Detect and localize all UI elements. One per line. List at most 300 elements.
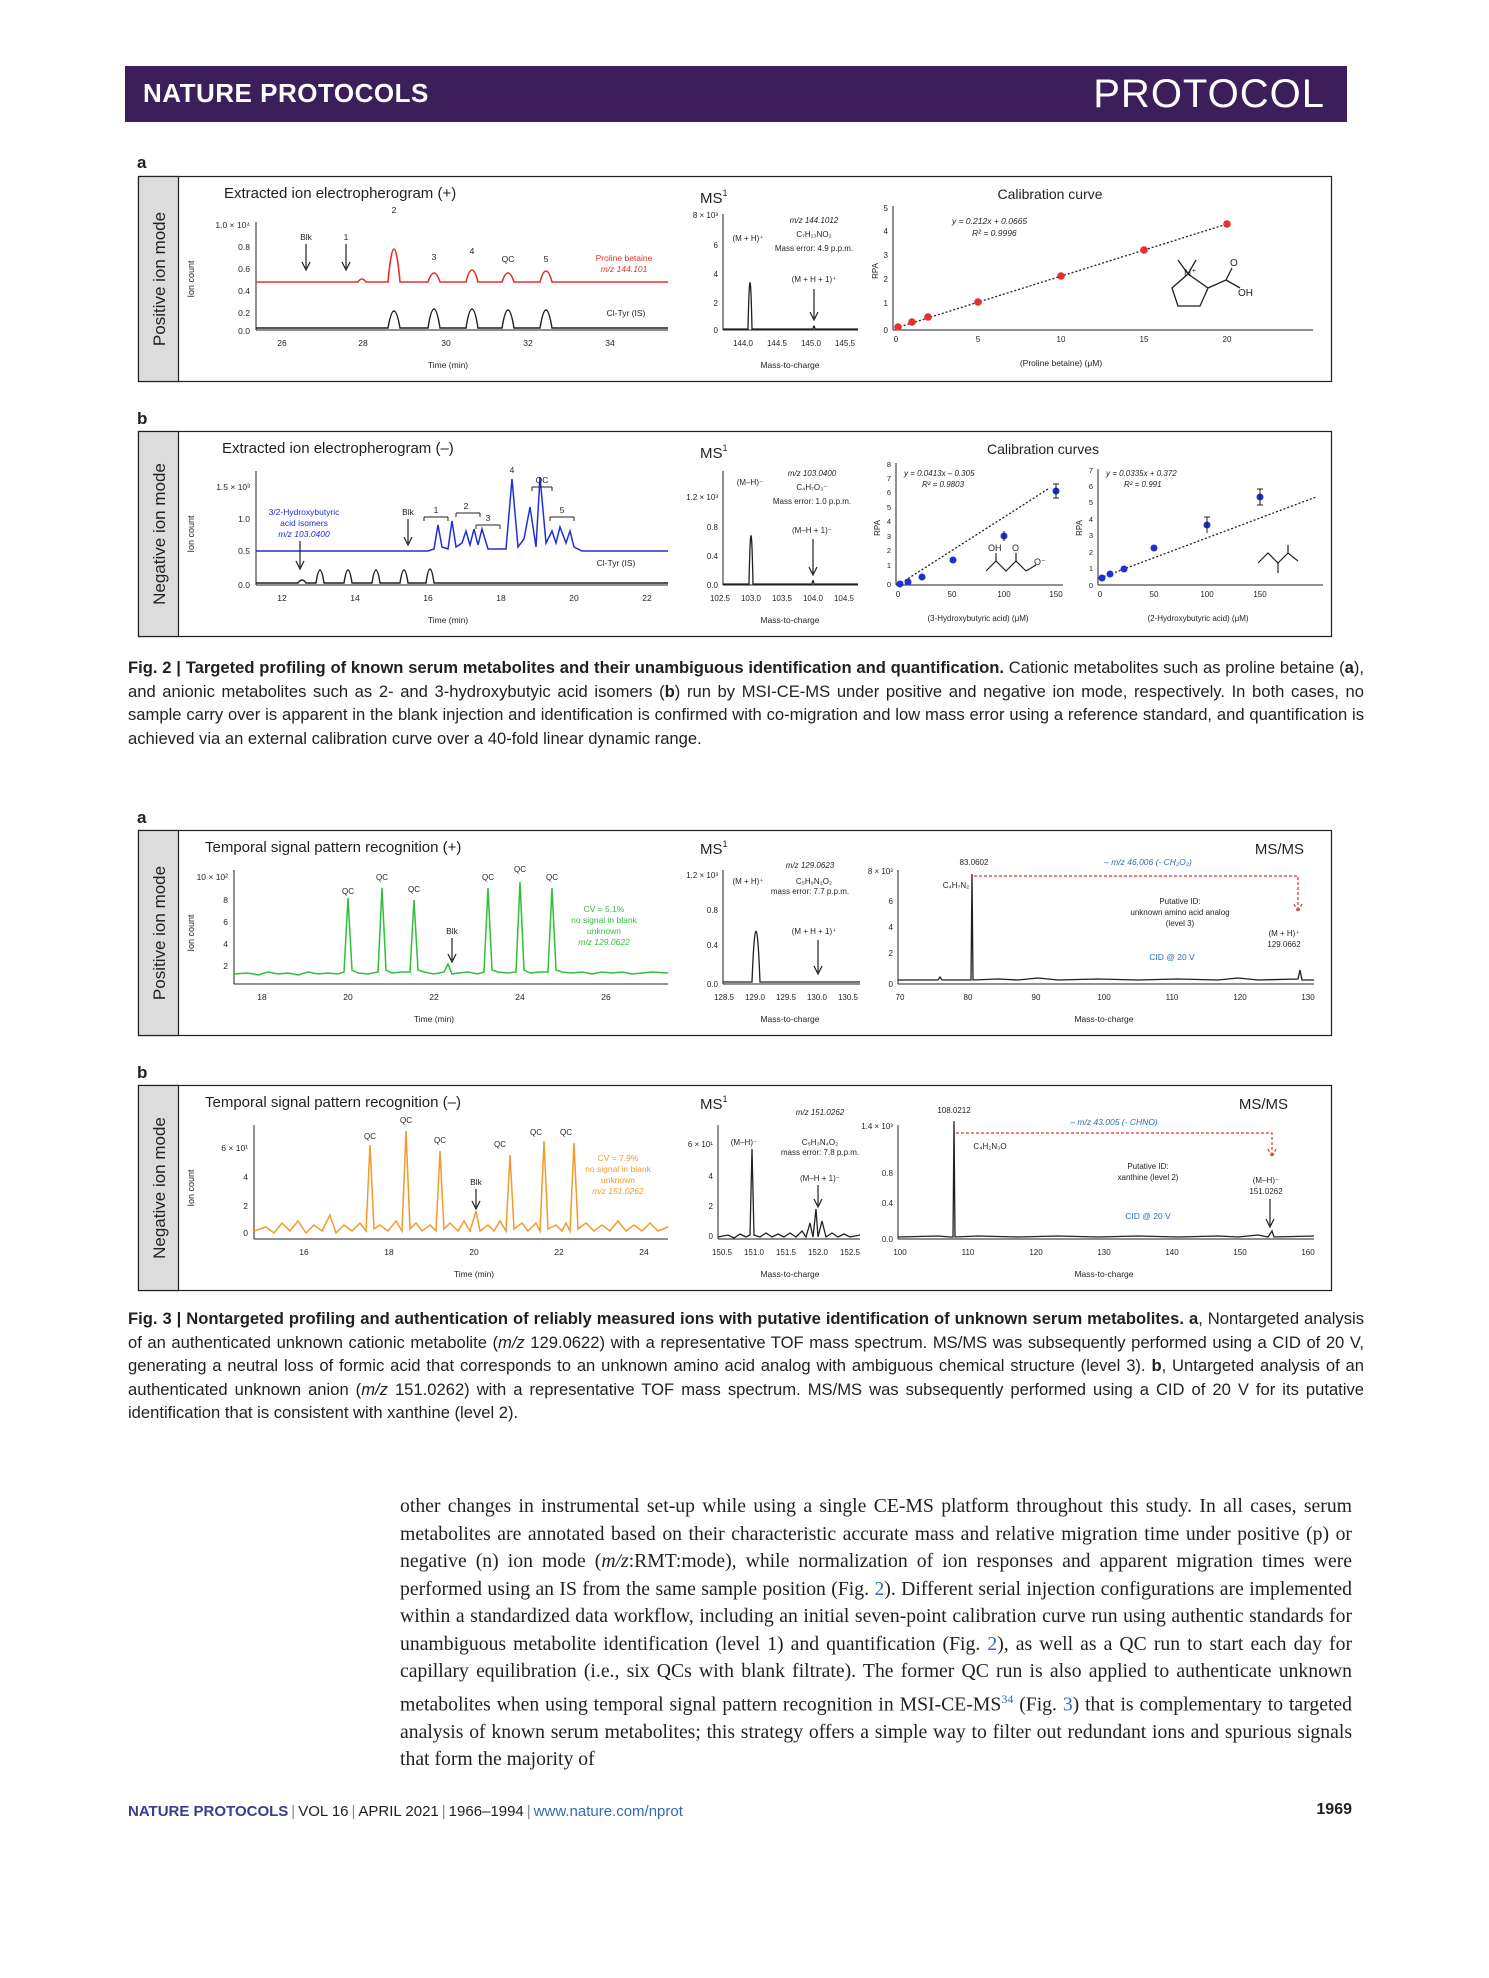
fig3a-msms-xlabel: Mass-to-charge xyxy=(1074,1014,1134,1024)
fig2a-cal-point xyxy=(908,318,916,326)
fig2a-cal-ytick: 2 xyxy=(883,275,888,284)
figure-2-panel-b xyxy=(138,431,1332,637)
fig3a-cv-text: no signal in blank xyxy=(571,915,637,925)
fig3a-qc-label: QC xyxy=(514,865,526,874)
fig3a-msms-cid: CID @ 20 V xyxy=(1149,952,1195,962)
fig3b-ms-formula: C₅H₃N₄O₂ xyxy=(801,1138,839,1147)
fig2a-peak-label: QC xyxy=(501,254,515,264)
fig2b-cal2-xtick: 0 xyxy=(1097,590,1103,599)
fig2a-cal-point xyxy=(1223,220,1231,228)
fig2a-ms-xlabel: Mass-to-charge xyxy=(760,360,820,370)
fig3b-msms-ytick: 0.4 xyxy=(881,1199,893,1208)
fig2a-ytick: 0.0 xyxy=(238,326,250,336)
fig3b-msms-xtick: 140 xyxy=(1165,1248,1179,1257)
fig3b-ytick: 0 xyxy=(243,1228,248,1238)
fig3a-ms-ytick: 0.0 xyxy=(706,980,718,989)
journal-name: NATURE PROTOCOLS xyxy=(143,78,429,108)
fig2b-ytick: 0.5 xyxy=(238,546,250,556)
fig2a-xtick: 26 xyxy=(277,338,287,348)
fig2a-cal-point xyxy=(1140,246,1148,254)
fig2b-svg xyxy=(138,431,1332,637)
fig3b-ms-ion1: (M–H)⁻ xyxy=(730,1138,758,1147)
fig2b-cal1-xtick: 0 xyxy=(895,590,901,599)
fig3b-ms-ion2: (M–H + 1)⁻ xyxy=(799,1174,841,1183)
fig2b-cal1-xtick: 50 xyxy=(947,590,957,599)
fig2-caption-label: Fig. 2 | Targeted profiling of known serum metabolites and their unambiguous identification and quantification. xyxy=(128,658,1005,677)
fig3a-msms-loss: – m/z 46.006 (- CH₂O₂) xyxy=(1104,857,1192,867)
fig2a-ms-xtick: 145.5 xyxy=(834,339,856,348)
fig3b-msms-frag-formula: C₄H₂N₃O xyxy=(973,1142,1007,1151)
fig2b-ytick: 0.0 xyxy=(238,580,250,590)
fig3a-msms-xtick: 90 xyxy=(1031,993,1041,1002)
fig2a-ms-ytick: 4 xyxy=(713,270,718,279)
fig2a-cal-point xyxy=(894,323,902,331)
fig3b-msms-xtick: 150 xyxy=(1233,1248,1247,1257)
fig2b-cal1-ytick: 1 xyxy=(886,561,891,570)
fig3a-xtick: 24 xyxy=(515,992,525,1002)
fig3-panel-a-letter: a xyxy=(137,808,147,827)
fig3a-xlabel: Time (min) xyxy=(413,1014,455,1024)
fig3b-ms-xlabel: Mass-to-charge xyxy=(760,1269,820,1279)
fig2a-ylabel: Ion count xyxy=(186,260,196,298)
fig3a-msms-parent: (M + H)⁺ xyxy=(1268,929,1300,938)
fig3a-msms-xtick: 80 xyxy=(963,993,973,1002)
fig2a-svg xyxy=(138,176,1332,382)
fig2a-ytick: 1.0 × 10⁴ xyxy=(215,220,250,230)
fig2b-cal1-point xyxy=(897,581,904,588)
fig2b-peak-label: QC xyxy=(535,475,549,485)
fig3a-msms-putative: Putative ID: xyxy=(1159,897,1201,906)
fig3-panel-b-letter: b xyxy=(137,1063,148,1082)
fig2b-cal1-point xyxy=(950,557,957,564)
fig2a-ms-ion2: (M + H + 1)⁺ xyxy=(791,275,837,284)
fig3b-xtick: 16 xyxy=(299,1247,309,1257)
fig2b-xtick: 12 xyxy=(277,593,287,603)
fig2a-ms-title: $MS^1$ xyxy=(700,188,728,207)
fig3a-side-label: Positive ion mode xyxy=(150,865,169,1001)
fig3-caption-a: a xyxy=(1188,1309,1199,1328)
fig2b-ms-xlabel: Mass-to-charge xyxy=(760,615,820,625)
fig2b-cal2-point xyxy=(1121,566,1128,573)
fig2-caption-text: Cationic metabolites such as proline betaine ( xyxy=(1004,658,1345,677)
figure-reference-link[interactable]: 2 xyxy=(874,1577,885,1600)
fig2b-xlabel: Time (min) xyxy=(427,615,469,625)
fig2b-cal1-r2: R² = 0.9803 xyxy=(922,480,965,489)
fig2b-cal1-xtick: 100 xyxy=(997,590,1011,599)
fig2-caption xyxy=(128,656,1364,750)
fig2b-xtick: 20 xyxy=(569,593,579,603)
fig2a-ytick: 0.6 xyxy=(238,264,250,274)
fig2a-is-label: Cl-Tyr (IS) xyxy=(606,308,646,318)
fig3a-tsp-title: Temporal signal pattern recognition (+) xyxy=(205,839,462,856)
fig3b-ms-ytick: 4 xyxy=(708,1172,713,1181)
fig2b-side-label: Negative ion mode xyxy=(150,463,169,605)
fig2b-struct-om: O⁻ xyxy=(1034,557,1046,567)
fig2b-peak-label: 1 xyxy=(433,505,439,515)
fig2a-cal-ytick: 0 xyxy=(883,326,888,335)
fig2a-cal-r2: R² = 0.9996 xyxy=(972,228,1017,238)
fig3a-ms-ytick: 0.8 xyxy=(706,906,718,915)
fig3b-svg xyxy=(138,1085,1332,1291)
fig3b-ms-xtick: 152.0 xyxy=(807,1248,829,1257)
fig2b-cal2-point xyxy=(1107,571,1114,578)
fig2b-cal1-ylabel: RPA xyxy=(873,520,882,536)
fig2a-red-label: Proline betaine xyxy=(595,253,653,263)
fig3a-msms-xtick: 130 xyxy=(1301,993,1315,1002)
fig3a-msms-frag-formula: C₄H₇N₂ xyxy=(942,881,970,890)
footer-journal: NATURE PROTOCOLS xyxy=(128,1803,289,1820)
figure-reference-link[interactable]: 2 xyxy=(987,1632,998,1655)
fig2a-ytick: 0.2 xyxy=(238,308,250,318)
fig2a-cal-ylabel: RPA xyxy=(871,263,880,279)
figure-reference-link[interactable]: 3 xyxy=(1062,1693,1073,1716)
fig2a-ms-ytick: 8 × 10³ xyxy=(692,211,718,220)
fig2b-ytick: 1.0 xyxy=(238,514,250,524)
fig3a-cv-text: CV = 5.1% xyxy=(583,904,625,914)
fig3b-ms-xtick: 151.0 xyxy=(743,1248,765,1257)
citation-link[interactable]: 34 xyxy=(1001,1691,1014,1706)
fig2b-cal1-ytick: 0 xyxy=(886,580,891,589)
fig3b-ms-ytick: 6 × 10¹ xyxy=(687,1140,713,1149)
fig2b-cal2-point xyxy=(1099,575,1106,582)
fig3a-qc-label: QC xyxy=(376,873,388,882)
fig3a-xtick: 20 xyxy=(343,992,353,1002)
fig3b-msms-putative: Putative ID: xyxy=(1127,1162,1169,1171)
fig3b-side-label: Negative ion mode xyxy=(150,1117,169,1259)
fig2a-struct-oh: OH xyxy=(1238,288,1253,299)
fig3b-ms-error: mass error: 7.8 p.p.m. xyxy=(780,1148,860,1157)
fig3b-qc-label: QC xyxy=(494,1140,506,1149)
fig2a-ytick: 0.4 xyxy=(238,286,250,296)
fig3a-ms-ion2: (M + H + 1)⁺ xyxy=(791,927,837,936)
figure-3-panel-a xyxy=(138,830,1332,1036)
fig2a-red-mz: m/z 144.101 xyxy=(600,264,648,274)
fig3a-cv-text: m/z 129.0622 xyxy=(578,937,630,947)
fig2b-cal2-ytick: 0 xyxy=(1088,581,1093,590)
fig2-panel-b-letter: b xyxy=(137,409,148,428)
fig3b-ms-xtick: 150.5 xyxy=(711,1248,733,1257)
fig2b-electro-title: Extracted ion electropherogram (–) xyxy=(222,440,454,457)
fig2a-struct-o: O xyxy=(1230,258,1238,269)
fig2a-electro-title: Extracted ion electropherogram (+) xyxy=(224,185,457,202)
fig2b-ms-ytick: 0.8 xyxy=(706,523,718,532)
fig2b-ms-ytick: 0.4 xyxy=(706,552,718,561)
article-type: PROTOCOL xyxy=(1093,72,1325,116)
fig2a-cal-ytick: 3 xyxy=(883,251,888,260)
fig2b-ms-title: $MS^1$ xyxy=(700,443,728,462)
fig2a-one-label: 1 xyxy=(343,232,349,242)
fig2b-ms-ion1: (M–H)⁻ xyxy=(736,478,764,487)
fig3-caption-text: , Nontargeted analysis of an authenticated unknown cationic metabolite ( xyxy=(128,1309,1365,1352)
fig2b-blue-label: acid isomers xyxy=(280,518,328,528)
fig3b-msms-xtick: 130 xyxy=(1097,1248,1111,1257)
fig3a-blk-label: Blk xyxy=(446,926,458,936)
fig2a-cal-xlabel: (Proline betaine) (μM) xyxy=(1019,358,1103,368)
fig2b-cal2-ytick: 3 xyxy=(1088,531,1093,540)
fig3a-msms-parent: 129.0662 xyxy=(1267,940,1301,949)
fig2-caption-text: ), and anionic metabolites such as 2- and 3-hydroxybutyic acid isomers ( xyxy=(128,658,1364,701)
fig2-caption-a: a xyxy=(1344,658,1354,677)
fig2b-xtick: 16 xyxy=(423,593,433,603)
fig2b-cal2-xtick: 50 xyxy=(1149,590,1159,599)
fig3b-msms-frag-mz: 108.0212 xyxy=(937,1106,971,1115)
fig3a-ms-xlabel: Mass-to-charge xyxy=(760,1014,820,1024)
fig3a-msms-xtick: 120 xyxy=(1233,993,1247,1002)
fig2a-cal-xtick: 15 xyxy=(1139,335,1149,344)
fig3b-qc-label: QC xyxy=(560,1128,572,1137)
fig2b-ylabel: Ion count xyxy=(186,515,196,553)
fig3a-ms-error: mass error: 7.7 p.p.m. xyxy=(770,887,850,896)
footer-date: APRIL 2021 xyxy=(358,1803,439,1820)
fig3b-msms-ytick: 0.8 xyxy=(881,1169,893,1178)
fig2b-cal1-point xyxy=(919,574,926,581)
fig2b-ms-xtick: 104.5 xyxy=(833,594,855,603)
page-number: 1969 xyxy=(1316,1801,1352,1818)
fig2b-cal1-ytick: 6 xyxy=(886,488,891,497)
fig3-caption-text: 129.0622) with a representative TOF mass spectrum. MS/MS was subsequently performed using a CID of 20 V, generating a neutral loss of formic acid that corresponds to an unknown amino acid analog with ambiguous chemical structure (level 3). xyxy=(128,1332,1364,1375)
fig2a-blk-label: Blk xyxy=(300,232,312,242)
fig3b-xlabel: Time (min) xyxy=(453,1269,495,1279)
fig2a-cal-ytick: 4 xyxy=(883,227,888,236)
fig2a-cal-xtick: 20 xyxy=(1222,335,1232,344)
fig2b-peak-label: 4 xyxy=(509,465,515,475)
fig3b-xtick: 22 xyxy=(554,1247,564,1257)
fig3a-qc-label: QC xyxy=(482,873,494,882)
fig2a-ms-xtick: 144.0 xyxy=(732,339,754,348)
fig2b-cal2-ytick: 7 xyxy=(1088,466,1093,475)
fig2b-ms-xtick: 103.0 xyxy=(740,594,762,603)
fig2b-cal2-xlabel: (2-Hydroxybutyric acid) (μM) xyxy=(1147,614,1249,623)
fig2b-is-label: Cl-Tyr (IS) xyxy=(596,558,636,568)
fig2a-side-label: Positive ion mode xyxy=(150,211,169,347)
fig3b-cv-text: m/z 151.0262 xyxy=(592,1186,644,1196)
fig2b-struct-oh: OH xyxy=(988,543,1002,553)
fig2a-peak-label: 4 xyxy=(469,246,475,256)
fig2a-ms-formula: C₇H₁₃NO₂ xyxy=(796,230,832,239)
fig2a-ms-ytick: 0 xyxy=(713,326,718,335)
fig3-caption-label: Fig. 3 | Nontargeted profiling and authentication of reliably measured ions with putative identification of unknown serum metabolites. xyxy=(128,1309,1184,1328)
fig3a-msms-ytick: 8 × 10² xyxy=(867,867,893,876)
fig2b-cal-title: Calibration curves xyxy=(986,441,1100,457)
fig2a-cal-point xyxy=(1057,272,1065,280)
fig3a-qc-label: QC xyxy=(342,887,354,896)
fig3a-ytick: 8 xyxy=(223,895,228,905)
fig2a-ms-xtick: 145.0 xyxy=(800,339,822,348)
fig3a-msms-xtick: 100 xyxy=(1097,993,1111,1002)
fig3b-cv-text: unknown xyxy=(600,1175,636,1185)
fig3a-msms-putative: unknown amino acid analog xyxy=(1130,908,1230,917)
fig3a-ms-xtick: 129.5 xyxy=(775,993,797,1002)
fig2a-peak-label: 3 xyxy=(431,252,437,262)
fig3b-qc-label: QC xyxy=(434,1136,446,1145)
fig3b-msms-xlabel: Mass-to-charge xyxy=(1074,1269,1134,1279)
fig2b-cal2-ytick: 4 xyxy=(1088,515,1093,524)
fig2b-ms-xtick: 103.5 xyxy=(771,594,793,603)
fig3b-cv-text: CV = 7.9% xyxy=(597,1153,639,1163)
fig3b-ms-mz: m/z 151.0262 xyxy=(795,1108,845,1117)
fig2a-cal-xtick: 10 xyxy=(1056,335,1066,344)
fig3b-cv-text: no signal in blank xyxy=(585,1164,651,1174)
fig2b-peak-label: 3 xyxy=(485,513,491,523)
fig3a-ms-xtick: 128.5 xyxy=(713,993,735,1002)
fig2b-cal2-eq: y = 0.0335x + 0.372 xyxy=(1106,469,1177,478)
fig2b-cal2-ytick: 2 xyxy=(1088,548,1093,557)
fig3a-ms-ytick: 1.2 × 10³ xyxy=(686,871,718,880)
fig3a-ylabel: Ion count xyxy=(186,914,196,952)
fig2a-peak-label: 5 xyxy=(543,254,549,264)
fig2b-cal1-ytick: 5 xyxy=(886,503,891,512)
fig3b-msms-parent: 151.0262 xyxy=(1249,1187,1283,1196)
fig3b-xtick: 20 xyxy=(469,1247,479,1257)
fig3b-tsp-title: Temporal signal pattern recognition (–) xyxy=(205,1094,461,1111)
fig2a-cal-ytick: 1 xyxy=(883,299,888,308)
fig2a-struct-n: N⁺ xyxy=(1184,268,1197,279)
fig3a-ytick: 6 xyxy=(223,917,228,927)
fig3a-msms-ytick: 4 xyxy=(888,923,893,932)
fig3b-msms-putative: xanthine (level 2) xyxy=(1117,1173,1179,1182)
fig2b-xtick: 18 xyxy=(496,593,506,603)
fig2a-cal-point xyxy=(974,298,982,306)
fig3a-ms-xtick: 130.0 xyxy=(806,993,828,1002)
fig2b-cal1-eq: y = 0.0413x – 0.305 xyxy=(904,469,975,478)
fig2b-cal1-xtick: 150 xyxy=(1049,590,1063,599)
fig2a-ms-ytick: 6 xyxy=(713,241,718,250)
fig2b-xtick: 22 xyxy=(642,593,652,603)
fig2-caption-text: ) run by MSI-CE-MS under positive and negative ion mode, respectively. In both cases, no sample carry over is apparent in the blank injection and identification is confirmed with co-migration and low mass error using a reference standard, and quantification is achieved via an external calibration curve over a 40-fold linear dynamic range. xyxy=(128,681,1364,748)
fig2a-ms-mz: m/z 144.1012 xyxy=(789,216,839,225)
fig3a-msms-putative: (level 3) xyxy=(1165,919,1195,928)
fig3b-ytick: 6 × 10¹ xyxy=(221,1143,248,1153)
fig2b-cal2-xtick: 150 xyxy=(1253,590,1267,599)
fig2a-xtick: 30 xyxy=(441,338,451,348)
fig3a-xtick: 18 xyxy=(257,992,267,1002)
fig2-caption-b: b xyxy=(664,681,675,701)
fig3b-msms-xtick: 160 xyxy=(1301,1248,1315,1257)
fig2a-peak-label: 2 xyxy=(391,205,397,215)
fig2b-cal2-r2: R² = 0.991 xyxy=(1124,480,1162,489)
fig3b-blk-label: Blk xyxy=(470,1177,482,1187)
fig3b-qc-label: QC xyxy=(400,1116,412,1125)
footer-volume: VOL 16 xyxy=(298,1803,349,1820)
fig2b-ms-ytick: 0.0 xyxy=(706,581,718,590)
fig2b-cal2-ytick: 5 xyxy=(1088,498,1093,507)
fig2b-ms-xtick: 102.5 xyxy=(709,594,731,603)
fig2b-cal2-ytick: 6 xyxy=(1088,482,1093,491)
fig3b-qc-label: QC xyxy=(530,1128,542,1137)
figure-2-panel-a xyxy=(138,176,1332,382)
fig3b-msms-ytick: 0.0 xyxy=(881,1235,893,1244)
fig3b-ms-xtick: 151.5 xyxy=(775,1248,797,1257)
fig2b-struct-o: O xyxy=(1012,543,1020,553)
fig3a-msms-ytick: 6 xyxy=(888,897,893,906)
fig2b-cal1-ytick: 2 xyxy=(886,546,891,555)
fig2b-cal2-ytick: 1 xyxy=(1088,564,1093,573)
fig3a-msms-title: MS/MS xyxy=(1254,841,1304,858)
fig2a-xlabel: Time (min) xyxy=(427,360,469,370)
fig2a-cal-point xyxy=(924,313,932,321)
fig2a-xtick: 34 xyxy=(605,338,615,348)
fig2a-cal-ytick: 5 xyxy=(883,204,888,213)
fig3-caption-text: 151.0262) with a representative TOF mass spectrum. MS/MS was subsequently performed using a CID of 20 V for its putative identification that is consistent with xanthine (level 2). xyxy=(128,1379,1365,1422)
fig2b-cal1-ytick: 8 xyxy=(886,460,891,469)
fig3a-ms-mz: m/z 129.0623 xyxy=(785,861,835,870)
fig2a-ytick: 0.8 xyxy=(238,242,250,252)
fig3a-ms-ion1: (M + H)⁺ xyxy=(732,877,764,886)
fig2b-cal2-ylabel: RPA xyxy=(1075,520,1084,536)
fig3a-msms-ytick: 0 xyxy=(888,980,893,989)
fig2b-cal2-xtick: 100 xyxy=(1200,590,1214,599)
fig2b-cal1-ytick: 3 xyxy=(886,532,891,541)
fig2b-ms-error: Mass error: 1.0 p.p.m. xyxy=(772,497,852,506)
fig3b-msms-cid: CID @ 20 V xyxy=(1125,1211,1171,1221)
fig2a-cal-title: Calibration curve xyxy=(997,186,1103,202)
fig3a-xtick: 22 xyxy=(429,992,439,1002)
fig2b-peak-label: 5 xyxy=(559,505,565,515)
fig3a-svg xyxy=(138,830,1332,1036)
fig2b-blk-label: Blk xyxy=(402,507,414,517)
fig2b-peak-label: 2 xyxy=(463,501,469,511)
fig3b-ytick: 2 xyxy=(243,1201,248,1211)
fig2a-xtick: 28 xyxy=(358,338,368,348)
fig3b-msms-xtick: 100 xyxy=(893,1248,907,1257)
fig3a-ytick: 2 xyxy=(223,961,228,971)
fig3b-ms-ytick: 0 xyxy=(708,1232,713,1241)
fig3a-ytick: 4 xyxy=(223,939,228,949)
fig2b-cal1-xlabel: (3-Hydroxybutyric acid) (μM) xyxy=(927,614,1029,623)
fig3b-ylabel: Ion count xyxy=(186,1169,196,1207)
fig3b-msms-parent: (M–H)⁻ xyxy=(1252,1176,1280,1185)
footer-pages: 1966–1994 xyxy=(448,1803,524,1820)
fig3a-msms-xtick: 70 xyxy=(895,993,905,1002)
fig3a-ms-xtick: 129.0 xyxy=(744,993,766,1002)
fig3b-msms-xtick: 120 xyxy=(1029,1248,1043,1257)
fig3a-ms-formula: C₅H₉N₂O₂ xyxy=(795,877,833,886)
fig3a-msms-ytick: 2 xyxy=(888,949,893,958)
fig3a-qc-label: QC xyxy=(408,885,420,894)
fig3a-msms-xtick: 110 xyxy=(1165,993,1179,1002)
fig3b-ytick: 4 xyxy=(243,1172,248,1182)
fig2a-cal-xtick: 5 xyxy=(975,335,981,344)
fig3a-xtick: 26 xyxy=(601,992,611,1002)
fig2b-blue-label: 3/2-Hydroxybutyric xyxy=(268,507,340,517)
fig2b-blue-label: m/z 103.0400 xyxy=(278,529,330,539)
fig3b-msms-xtick: 110 xyxy=(961,1248,975,1257)
fig3-caption-mz: m/z xyxy=(498,1332,525,1352)
fig2a-xtick: 32 xyxy=(523,338,533,348)
journal-header-band xyxy=(125,66,1347,122)
fig2b-ms-ytick: 1.2 × 10³ xyxy=(686,493,718,502)
fig3b-ms-ytick: 2 xyxy=(708,1202,713,1211)
fig3a-cv-text: unknown xyxy=(586,926,622,936)
fig2a-cal-xtick: 0 xyxy=(893,335,899,344)
fig3b-msms-title: MS/MS xyxy=(1238,1096,1288,1113)
fig2-panel-a-letter: a xyxy=(137,153,147,172)
fig2b-cal2-point xyxy=(1151,545,1158,552)
body-paragraph: other changes in instrumental set-up while using a single CE-MS platform throughout this study. In all cases, serum metabolites are annotated based on their characteristic accurate mass and relative migration time under positive (p) or negative (n) ion mode (m/z:RMT:mode), while normalization of ion responses and apparent migration times were performed using an IS from the same sample position (Fig. 2). Different serial injection configurations are implemented within a standardized data workflow, including an initial seven-point calibration curve run using authentic standards for unambiguous metabolite identification (level 1) and quantification (Fig. 2), as well as a QC run to start each day for capillary equilibration (i.e., six QCs with blank filtrate). The former QC run is also applied to authenticate unknown metabolites when using temporal signal pattern recognition in MSI-CE-MS$^{34}$ (Fig. 3) that is complementary to targeted analysis of known serum metabolites; this strategy offers a simple way to filter out redundant ions and spurious signals that form the majority of xyxy=(400,1495,1353,1771)
fig2b-ms-formula: C₄H₇O₃⁻ xyxy=(796,483,828,492)
fig2b-cal1-ytick: 4 xyxy=(886,517,891,526)
fig2b-ms-mz: m/z 103.0400 xyxy=(787,469,837,478)
fig3b-ms-title: $MS^1$ xyxy=(700,1094,728,1113)
page-footer: NATURE PROTOCOLS | VOL 16 | APRIL 2021 | 1966–1994 | www.nature.com/nprot xyxy=(128,1803,683,1820)
footer-url-link[interactable]: www.nature.com/nprot xyxy=(533,1803,683,1820)
fig2a-ms-xtick: 144.5 xyxy=(766,339,788,348)
fig3b-msms-ytick: 1.4 × 10³ xyxy=(861,1122,893,1131)
fig3a-ytick: 10 × 10² xyxy=(196,872,228,882)
fig2a-cal-eq: y = 0.212x + 0.0665 xyxy=(952,216,1028,226)
fig3b-msms-loss: – m/z 43.005 (- CHNO) xyxy=(1070,1117,1158,1127)
fig3b-ms-xtick: 152.5 xyxy=(839,1248,861,1257)
